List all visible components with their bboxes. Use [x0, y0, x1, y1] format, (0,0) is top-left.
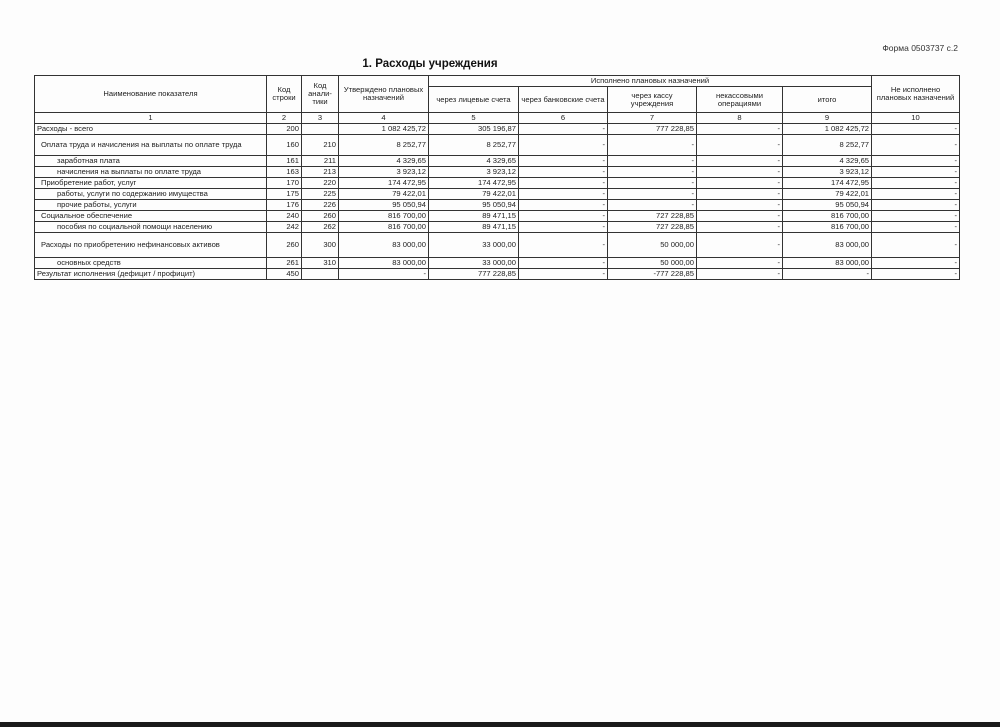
row-personal: 305 196,87	[429, 124, 519, 135]
row-noncash: -	[697, 156, 783, 167]
row-code: 242	[267, 222, 302, 233]
row-analytic: 226	[302, 200, 339, 211]
row-code: 261	[267, 258, 302, 269]
row-personal: 33 000,00	[429, 258, 519, 269]
row-personal: 4 329,65	[429, 156, 519, 167]
row-noncash: -	[697, 124, 783, 135]
row-noncash: -	[697, 178, 783, 189]
table-row	[35, 178, 960, 189]
row-approved: 95 050,94	[339, 200, 429, 211]
row-name: пособия по социальной помощи населению	[35, 222, 267, 233]
column-number: 2	[267, 113, 302, 124]
row-noncash: -	[697, 189, 783, 200]
header-row-1	[35, 76, 960, 87]
table-row	[35, 233, 960, 258]
row-cash: -777 228,85	[608, 269, 697, 280]
row-personal: 33 000,00	[429, 233, 519, 258]
scan-edge-strip	[0, 722, 1000, 727]
row-cash: -	[608, 189, 697, 200]
row-approved: 79 422,01	[339, 189, 429, 200]
header-not-executed: Не исполнено плановых назначений	[872, 76, 960, 113]
row-noncash: -	[697, 211, 783, 222]
row-total: 95 050,94	[783, 200, 872, 211]
row-bank: -	[519, 189, 608, 200]
row-approved: 4 329,65	[339, 156, 429, 167]
row-bank: -	[519, 178, 608, 189]
row-personal: 89 471,15	[429, 222, 519, 233]
table-row	[35, 156, 960, 167]
row-total: 4 329,65	[783, 156, 872, 167]
column-number: 7	[608, 113, 697, 124]
header-via-personal: через лицевые счета	[429, 87, 519, 113]
row-analytic: 310	[302, 258, 339, 269]
column-number: 3	[302, 113, 339, 124]
row-not-executed: -	[872, 222, 960, 233]
row-analytic	[302, 124, 339, 135]
header-executed-group: Исполнено плановых назначений	[429, 76, 872, 87]
row-noncash: -	[697, 258, 783, 269]
row-total: 83 000,00	[783, 233, 872, 258]
row-analytic: 213	[302, 167, 339, 178]
header-code-row: Код строки	[267, 76, 302, 113]
row-approved: 83 000,00	[339, 258, 429, 269]
header-via-bank: через банковские счета	[519, 87, 608, 113]
row-personal: 777 228,85	[429, 269, 519, 280]
row-not-executed: -	[872, 233, 960, 258]
row-cash: 727 228,85	[608, 222, 697, 233]
table-row	[35, 189, 960, 200]
row-bank: -	[519, 258, 608, 269]
row-code: 240	[267, 211, 302, 222]
row-analytic: 262	[302, 222, 339, 233]
row-analytic: 300	[302, 233, 339, 258]
row-bank: -	[519, 269, 608, 280]
row-personal: 79 422,01	[429, 189, 519, 200]
row-code: 175	[267, 189, 302, 200]
row-noncash: -	[697, 233, 783, 258]
row-not-executed: -	[872, 211, 960, 222]
column-number: 10	[872, 113, 960, 124]
row-name: прочие работы, услуги	[35, 200, 267, 211]
column-number-row	[35, 113, 960, 124]
row-approved: -	[339, 269, 429, 280]
row-noncash: -	[697, 135, 783, 156]
row-total: 8 252,77	[783, 135, 872, 156]
row-noncash: -	[697, 167, 783, 178]
table-row	[35, 222, 960, 233]
row-name: Расходы по приобретению нефинансовых активов	[35, 233, 267, 258]
row-approved: 174 472,95	[339, 178, 429, 189]
row-bank: -	[519, 167, 608, 178]
row-name: основных средств	[35, 258, 267, 269]
row-bank: -	[519, 211, 608, 222]
header-total: итого	[783, 87, 872, 113]
row-analytic	[302, 269, 339, 280]
row-name: Приобретение работ, услуг	[35, 178, 267, 189]
row-name: работы, услуги по содержанию имущества	[35, 189, 267, 200]
row-code: 200	[267, 124, 302, 135]
row-cash: -	[608, 200, 697, 211]
row-name: Результат исполнения (дефицит / профицит)	[35, 269, 267, 280]
row-total: 3 923,12	[783, 167, 872, 178]
table-row	[35, 167, 960, 178]
table-row	[35, 211, 960, 222]
header-via-cash: через кассу учреждения	[608, 87, 697, 113]
row-code: 161	[267, 156, 302, 167]
row-total: 1 082 425,72	[783, 124, 872, 135]
row-bank: -	[519, 156, 608, 167]
row-code: 163	[267, 167, 302, 178]
row-analytic: 220	[302, 178, 339, 189]
row-approved: 3 923,12	[339, 167, 429, 178]
row-noncash: -	[697, 222, 783, 233]
row-name: заработная плата	[35, 156, 267, 167]
row-not-executed: -	[872, 200, 960, 211]
row-analytic: 211	[302, 156, 339, 167]
row-noncash: -	[697, 200, 783, 211]
row-total: 816 700,00	[783, 222, 872, 233]
row-total: 79 422,01	[783, 189, 872, 200]
row-personal: 95 050,94	[429, 200, 519, 211]
row-bank: -	[519, 124, 608, 135]
header-non-cash: некассовыми операциями	[697, 87, 783, 113]
row-total: -	[783, 269, 872, 280]
column-number: 4	[339, 113, 429, 124]
row-bank: -	[519, 233, 608, 258]
row-analytic: 260	[302, 211, 339, 222]
column-number: 6	[519, 113, 608, 124]
table-row	[35, 124, 960, 135]
row-not-executed: -	[872, 258, 960, 269]
row-personal: 3 923,12	[429, 167, 519, 178]
row-cash: 50 000,00	[608, 233, 697, 258]
row-approved: 8 252,77	[339, 135, 429, 156]
column-number: 8	[697, 113, 783, 124]
row-name: начисления на выплаты по оплате труда	[35, 167, 267, 178]
row-not-executed: -	[872, 124, 960, 135]
row-name: Социальное обеспечение	[35, 211, 267, 222]
row-personal: 89 471,15	[429, 211, 519, 222]
row-not-executed: -	[872, 167, 960, 178]
row-cash: -	[608, 178, 697, 189]
form-code: Форма 0503737 с.2	[882, 43, 958, 53]
row-total: 816 700,00	[783, 211, 872, 222]
row-code: 260	[267, 233, 302, 258]
row-cash: -	[608, 156, 697, 167]
row-code: 170	[267, 178, 302, 189]
row-approved: 83 000,00	[339, 233, 429, 258]
row-code: 160	[267, 135, 302, 156]
row-cash: 50 000,00	[608, 258, 697, 269]
row-name: Оплата труда и начисления на выплаты по оплате труда	[35, 135, 267, 156]
row-not-executed: -	[872, 135, 960, 156]
row-analytic: 225	[302, 189, 339, 200]
column-number: 1	[35, 113, 267, 124]
row-personal: 8 252,77	[429, 135, 519, 156]
row-not-executed: -	[872, 178, 960, 189]
row-name: Расходы - всего	[35, 124, 267, 135]
row-total: 83 000,00	[783, 258, 872, 269]
row-code: 450	[267, 269, 302, 280]
row-bank: -	[519, 135, 608, 156]
row-cash: -	[608, 135, 697, 156]
row-cash: -	[608, 167, 697, 178]
row-analytic: 210	[302, 135, 339, 156]
row-total: 174 472,95	[783, 178, 872, 189]
table-row	[35, 135, 960, 156]
row-not-executed: -	[872, 156, 960, 167]
header-name: Наименование показателя	[35, 76, 267, 113]
table-row	[35, 258, 960, 269]
row-approved: 816 700,00	[339, 222, 429, 233]
row-bank: -	[519, 200, 608, 211]
section-title: 1. Расходы учреждения	[362, 58, 498, 70]
row-not-executed: -	[872, 269, 960, 280]
row-cash: 777 228,85	[608, 124, 697, 135]
row-bank: -	[519, 222, 608, 233]
header-approved: Утверждено плановых назначений	[339, 76, 429, 113]
row-cash: 727 228,85	[608, 211, 697, 222]
table-row	[35, 200, 960, 211]
row-not-executed: -	[872, 189, 960, 200]
column-number: 5	[429, 113, 519, 124]
row-personal: 174 472,95	[429, 178, 519, 189]
table-row	[35, 269, 960, 280]
expenses-table	[34, 75, 960, 280]
row-approved: 1 082 425,72	[339, 124, 429, 135]
row-approved: 816 700,00	[339, 211, 429, 222]
row-code: 176	[267, 200, 302, 211]
row-noncash: -	[697, 269, 783, 280]
header-code-analytics: Код анали-тики	[302, 76, 339, 113]
column-number: 9	[783, 113, 872, 124]
